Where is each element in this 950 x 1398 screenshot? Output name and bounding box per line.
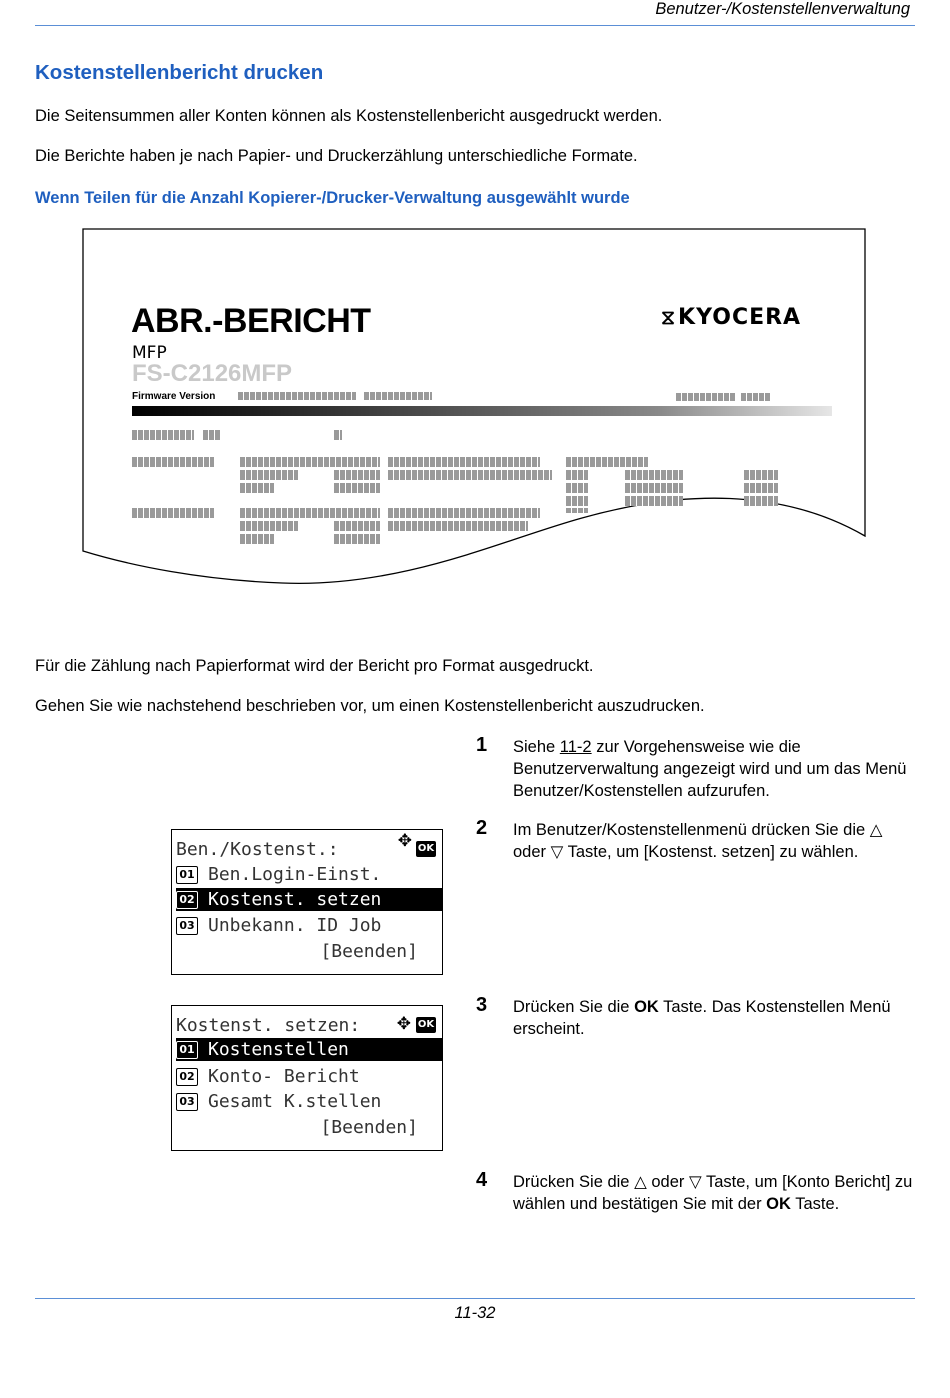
lcd-menu-item[interactable]: 03 Unbekann. ID Job xyxy=(176,914,442,937)
step-2-text: Im Benutzer/Kostenstellenmenü drücken Sie die △ oder ▽ Taste, um [Kostenst. setzen] zu wählen. xyxy=(513,821,883,861)
paragraph-instructions: Gehen Sie wie nachstehend beschrieben vor, um einen Kostenstellenbericht auszudrucken. xyxy=(35,697,705,715)
ok-key-icon: OK xyxy=(416,1017,436,1033)
running-header: Benutzer-/Kostenstellenverwaltung xyxy=(655,0,910,18)
intro-paragraph-1: Die Seitensummen aller Konten können als Kostenstellenbericht ausgedruckt werden. xyxy=(35,107,663,125)
lcd-menu-item[interactable]: 02 Konto- Bericht xyxy=(176,1065,442,1088)
page-link[interactable]: 11-2 xyxy=(559,738,592,756)
lcd-menu-item[interactable]: 03 Gesamt K.stellen xyxy=(176,1090,442,1113)
step-number: 3 xyxy=(476,994,488,1016)
step-1-text: Siehe 11-2 zur Vorgehensweise wie die Benutzerverwaltung angezeigt wird und um das Menü Benutzer/Kostenstellen aufzurufen. xyxy=(513,738,907,800)
step-4-text: Drücken Sie die △ oder ▽ Taste, um [Konto Bericht] zu wählen und bestätigen Sie mit der OK Taste. xyxy=(513,1173,913,1213)
intro-paragraph-2: Die Berichte haben je nach Papier- und Druckerzählung unterschiedliche Formate. xyxy=(35,147,638,165)
report-model: FS-C2126MFP xyxy=(132,360,293,387)
step-3-text: Drücken Sie die OK Taste. Das Kostenstellen Menü erscheint. xyxy=(513,998,891,1038)
cross-key-icon: ✥ xyxy=(397,831,412,851)
up-arrow-icon: △ xyxy=(869,821,883,839)
report-mfp-label: MFP xyxy=(132,343,167,363)
report-gradient-bar xyxy=(132,406,832,416)
step-number: 4 xyxy=(476,1169,488,1191)
lcd-menu-item-selected[interactable]: 02 Kostenst. setzen xyxy=(176,888,442,911)
step-number: 2 xyxy=(476,817,488,839)
section-title: Kostenstellenbericht drucken xyxy=(35,61,324,84)
kyocera-logo: ⧖KYOCERA xyxy=(661,305,802,330)
report-paper-outline xyxy=(82,228,868,598)
step-number: 1 xyxy=(476,734,488,756)
lcd-panel-cost-center-setup xyxy=(171,1005,443,1151)
report-title: ABR.-BERICHT xyxy=(131,302,371,340)
lcd-menu-item[interactable]: 01 Ben.Login-Einst. xyxy=(176,863,442,886)
lcd-exit-option[interactable]: [Beenden] xyxy=(320,941,418,962)
report-firmware-label: Firmware Version xyxy=(132,391,216,402)
lcd-menu-item-selected[interactable]: 01 Kostenstellen xyxy=(176,1038,442,1061)
lcd-panel-user-cost-center xyxy=(171,829,443,975)
page-number: 11-32 xyxy=(454,1304,496,1322)
subheading: Wenn Teilen für die Anzahl Kopierer-/Drucker-Verwaltung ausgewählt wurde xyxy=(35,189,630,207)
paragraph-paper-count: Für die Zählung nach Papierformat wird der Bericht pro Format ausgedruckt. xyxy=(35,657,594,675)
up-arrow-icon: △ xyxy=(634,1173,647,1191)
lcd-exit-option[interactable]: [Beenden] xyxy=(320,1117,418,1138)
cross-key-icon: ✥ xyxy=(396,1014,411,1034)
footer-rule xyxy=(35,1298,915,1299)
lcd-title: Kostenst. setzen: xyxy=(176,1015,361,1036)
down-arrow-icon: ▽ xyxy=(688,1173,702,1191)
lcd-title: Ben./Kostenst.: xyxy=(176,839,339,860)
ok-key-icon: OK xyxy=(416,841,436,857)
down-arrow-icon: ▽ xyxy=(550,843,564,861)
header-rule xyxy=(35,25,915,26)
report-illustration xyxy=(82,228,868,598)
